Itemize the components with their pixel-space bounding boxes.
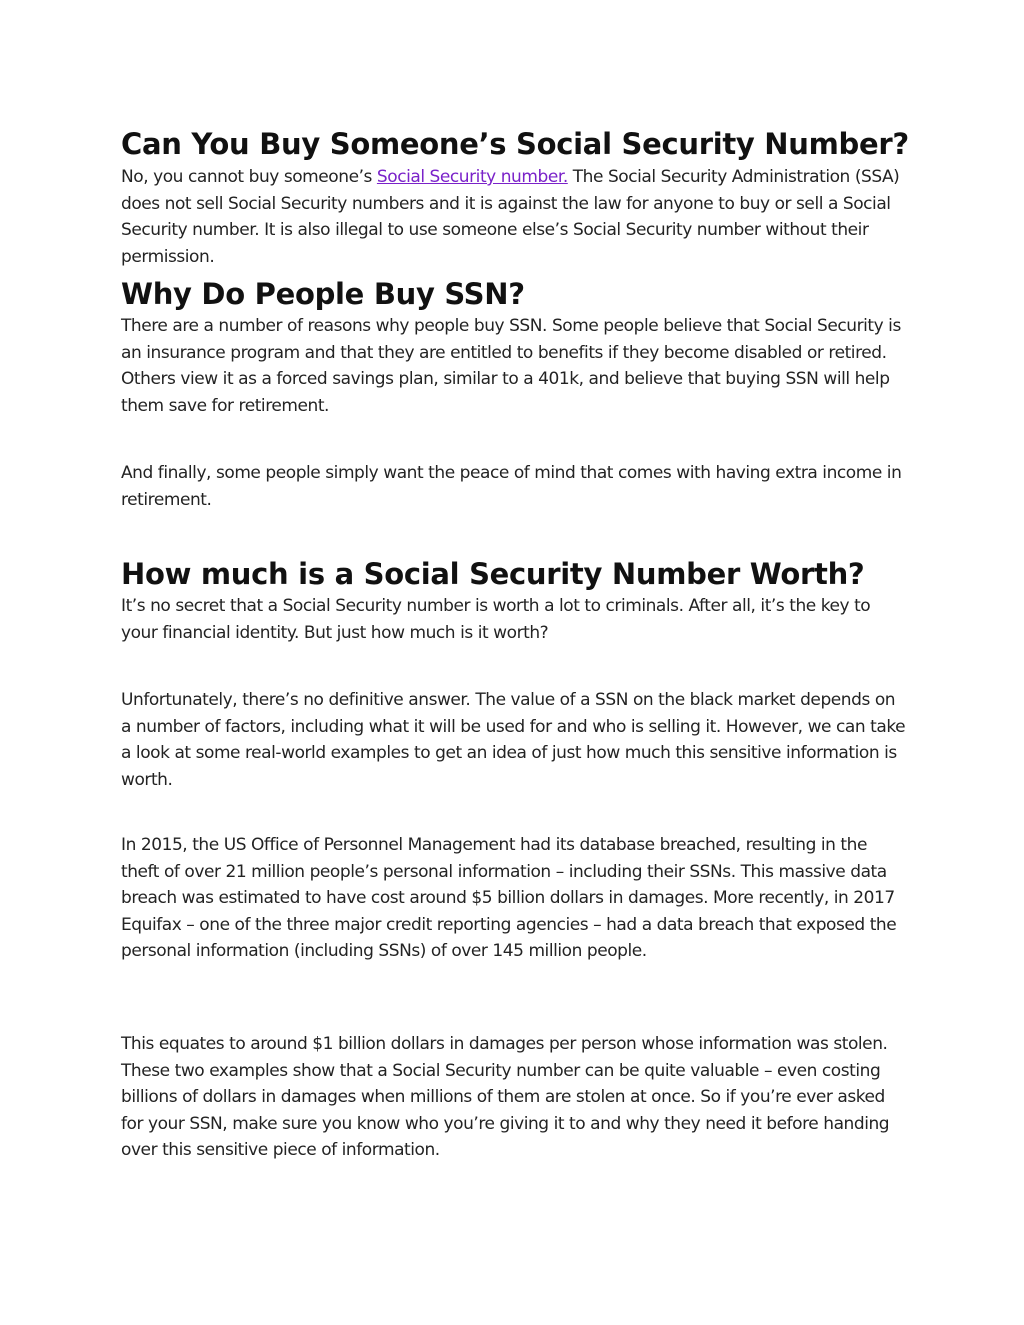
heading-how-much-is-ssn-worth: How much is a Social Security Number Worth? <box>121 557 865 591</box>
paragraph-can-you-buy-ssn <box>121 164 906 270</box>
paragraph-worth-breach-examples: In 2015, the US Office of Personnel Management had its database breached, resulting in the theft of over 21 million people’s personal information – including their SSNs. This massive data breach was estimated to have cost around $5 billion dollars in damages. More recently, in 2017 Equifax – one of the three major credit reporting agencies – had a data breach that exposed the personal information (including SSNs) of over 145 million people. <box>121 835 897 962</box>
paragraph-text-after-link: The Social Security Administration (SSA) does not sell Social Security numbers and it is against the law for anyone to buy or sell a Social Security number. It is also illegal to use someone else’s Social Security number without their permission. <box>121 167 900 267</box>
heading-why-do-people-buy-ssn: Why Do People Buy SSN? <box>121 277 525 311</box>
social-security-number-link[interactable]: Social Security number. <box>376 167 568 187</box>
paragraph-why-peace-of-mind: And finally, some people simply want the peace of mind that comes with having extra income in retirement. <box>121 463 902 510</box>
paragraph-worth-intro: It’s no secret that a Social Security number is worth a lot to criminals. After all, it’s the key to your financial identity. But just how much is it worth? <box>121 596 871 643</box>
paragraph-why-reasons: There are a number of reasons why people buy SSN. Some people believe that Social Security is an insurance program and that they are entitled to benefits if they become disabled or retired. Others view it as a forced savings plan, similar to a 401k, and believe that buying SSN will help them save for retirement. <box>121 316 901 416</box>
paragraph-text-before-link: No, you cannot buy someone’s <box>121 167 377 187</box>
paragraph-worth-no-answer: Unfortunately, there’s no definitive answer. The value of a SSN on the black market depends on a number of factors, including what it will be used for and who is selling it. However, we can take a look at some real-world examples to get an idea of just how much this sensitive information is worth. <box>121 690 906 790</box>
heading-can-you-buy-ssn: Can You Buy Someone’s Social Security Number? <box>121 127 909 161</box>
paragraph-worth-conclusion: This equates to around $1 billion dollars in damages per person whose information was stolen. These two examples show that a Social Security number can be quite valuable – even costing billions of dollars in damages when millions of them are stolen at once. So if you’re ever asked for your SSN, make sure you know who you’re giving it to and why they need it before handing over this sensitive piece of information. <box>121 1034 890 1161</box>
